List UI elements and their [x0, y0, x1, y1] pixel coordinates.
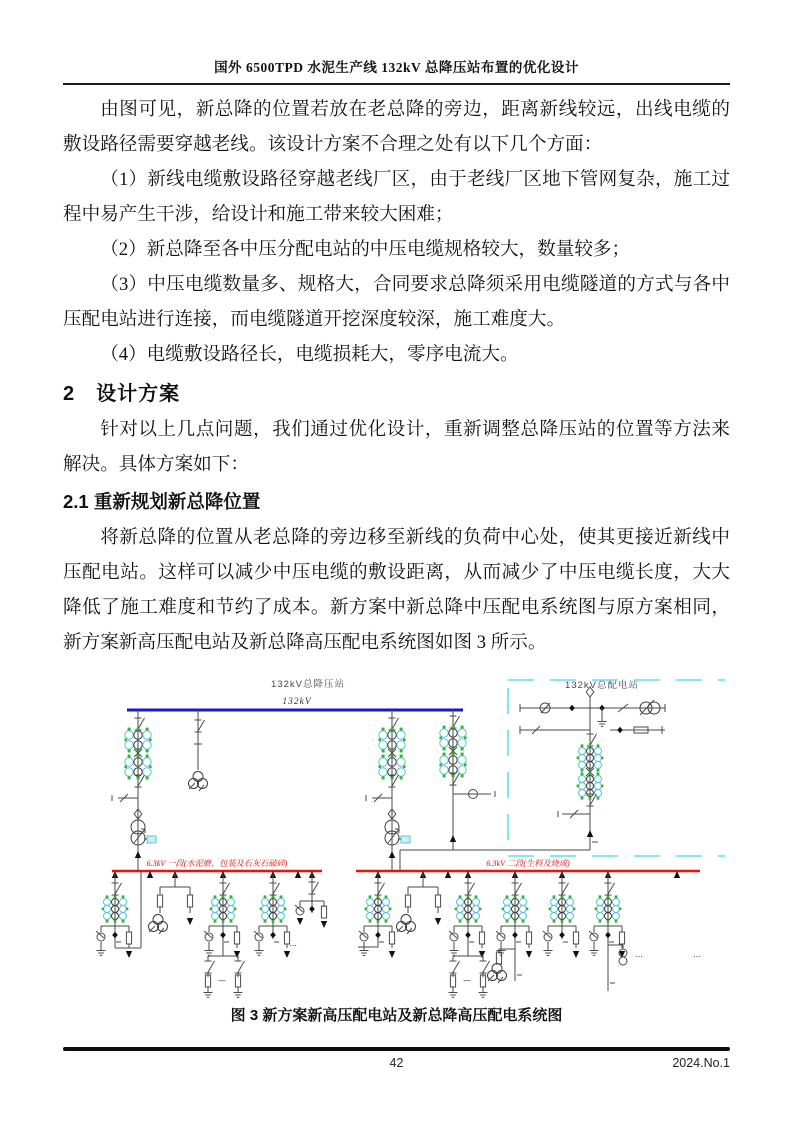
- mv-feeder: [96, 871, 141, 958]
- footer-rule: [63, 1047, 730, 1051]
- mv-feeder: [358, 871, 395, 958]
- station-left-label: 132kV总降压站: [271, 679, 345, 690]
- dash: —: [218, 976, 226, 985]
- page-number: 42: [389, 1056, 404, 1070]
- ellipsis: …: [693, 950, 701, 959]
- mv-feeder: [543, 871, 579, 958]
- list-item-2: （2）新总降至各中压分配电站的中压电缆规格较大，数量较多；: [100, 239, 631, 260]
- mv-feeder: [254, 871, 290, 958]
- mv-bus2-label: 6.3kV 二段(生料及烧成): [486, 859, 570, 868]
- station-right-circuit: [453, 687, 665, 850]
- section-heading-2-1: 2.1 重新规划新总降位置: [63, 491, 261, 512]
- mv-pt-feeder: [149, 871, 194, 934]
- hv-tie-feeder: [400, 710, 590, 871]
- dash: —: [463, 976, 471, 985]
- running-head-title: 国外 6500TPD 水泥生产线 132kV 总降压站布置的优化设计: [63, 56, 730, 85]
- list-item-4: （4）电缆敷设路径长，电缆损耗大，零序电流大。: [100, 344, 519, 365]
- mv-pt-feeder: [397, 871, 442, 934]
- station-right-label: 132kV总配电站: [565, 680, 639, 691]
- ellipsis: …: [289, 939, 297, 948]
- figure-caption: 图 3 新方案新高压配电站及新总降高压配电系统图: [230, 1007, 563, 1024]
- figure-3-diagram: [65, 670, 725, 1002]
- mv-feeder: [295, 871, 327, 928]
- body-text: [63, 92, 730, 660]
- hv-pt-branch: [189, 710, 208, 791]
- list-item-3: （3）中压电缆数量多、规格大，合同要求总降须采用电缆隧道的方式与各中压配电站进行连接，而电缆隧道开挖深度较深，施工难度大。: [63, 274, 730, 330]
- hv-feeder-1: [112, 710, 156, 871]
- mv-feeder: [589, 871, 627, 991]
- ellipsis: …: [635, 950, 643, 959]
- mv-bus1-label: 6.3kV 一段(水泥磨、包装及石灰石破碎): [146, 859, 288, 868]
- hv-feeder-2: [366, 710, 410, 871]
- paragraph: 由图可见，新总降的位置若放在老总降的旁边，距离新线较远，出线电缆的敷设路径需要穿越老线。该设计方案不合理之处有以下几个方面：: [63, 99, 730, 155]
- paragraph: 将新总降的位置从老总降的旁边移至新线的负荷中心处，使其更接近新线中压配电站。这样可以减少中压电缆的敷设距离，从而减少了中压电缆长度，大大降低了施工难度和节约了成本。新方案中新总降中压配电系统图与原方案相同，新方案新高压配电站及新总降高压配电系统图如图 3 所示。: [63, 527, 730, 653]
- list-item-1: （1）新线电缆敷设路径穿越老线厂区，由于老线厂区地下管网复杂，施工过程中易产生干涉，给设计和施工带来较大困难；: [63, 169, 730, 225]
- section-heading-2: 2 设计方案: [63, 383, 181, 405]
- mv-feeder: [488, 871, 533, 983]
- hv-bus-label: 132kV: [282, 697, 312, 707]
- paragraph: 针对以上几点问题，我们通过优化设计，重新调整总降压站的位置等方法来解决。具体方案如下：: [63, 419, 730, 475]
- issue-number: 2024.No.1: [672, 1056, 730, 1070]
